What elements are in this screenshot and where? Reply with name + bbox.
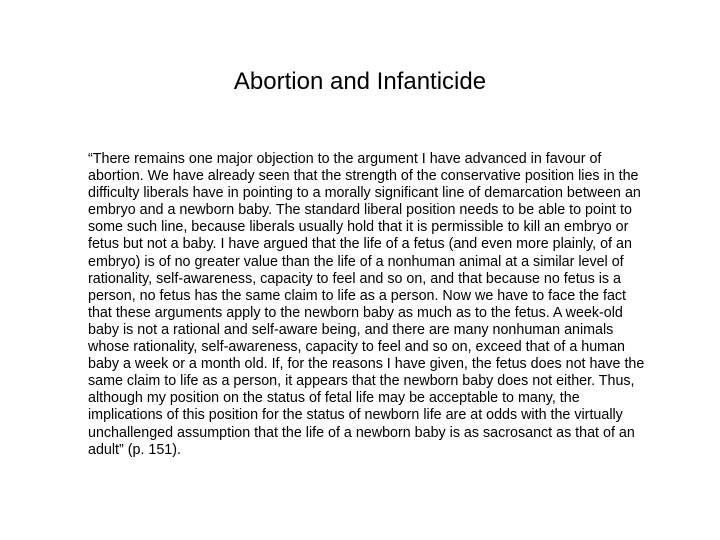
quote-paragraph: “There remains one major objection to the argument I have advanced in favour of abortion. We have already seen that the strength of the conservative position lies in the difficulty liberals have in pointing to a morally significant line of demarcation between an embryo and a newborn baby. The standard liberal position needs to be able to point to some such line, because liberals usually hold that it is permissible to kill an embryo or fetus but not a baby. I have argued that the life of a fetus (and even more plainly, of an embryo) is of no greater value than the life of a nonhuman animal at a similar level of rationality, self-awareness, capacity to feel and so on, and that because no fetus is a person, no fetus has the same claim to life as a person. Now we have to face the fact that these arguments apply to the newborn baby as much as to the fetus. A week-old baby is not a rational and self-aware being, and there are many nonhuman animals whose rationality, self-awareness, capacity to feel and so on, exceed that of a human baby a week or a month old. If, for the reasons I have given, the fetus does not have the same claim to life as a person, it appears that the newborn baby does not either. Thus, although my position on the status of fetal life may be acceptable to many, the implications of this position for the status of newborn life are at odds with the virtually unchallenged assumption that the life of a newborn baby is as sacrosanct as that of an adult” (p. 151). bbox=[88, 151, 645, 458]
slide-title: Abortion and Infanticide bbox=[233, 68, 487, 95]
